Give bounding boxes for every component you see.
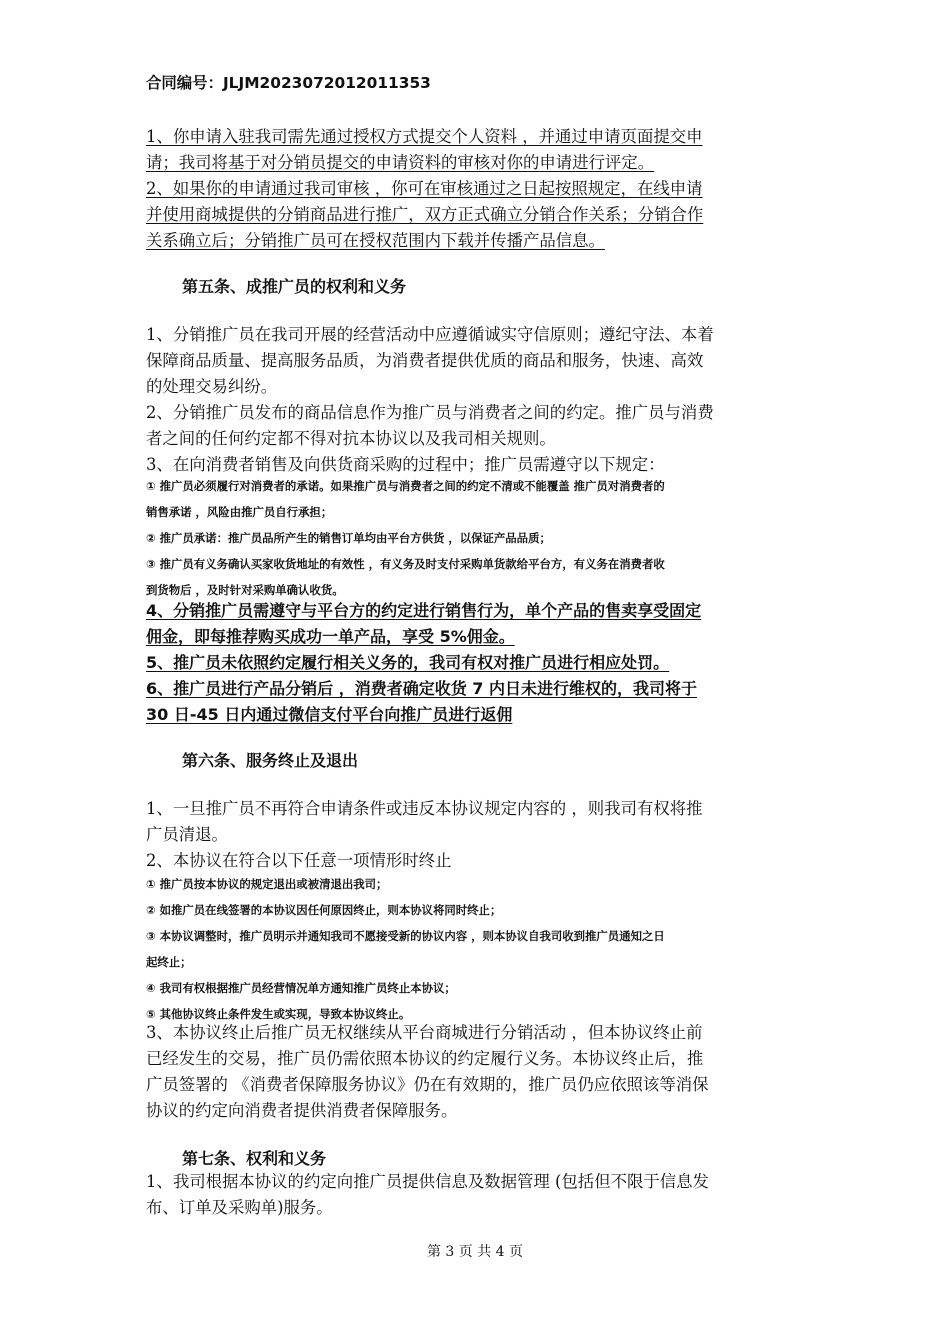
paragraph-line: 的处理交易纠纷。 xyxy=(146,377,278,396)
contract-number: 合同编号：JLJM2023072012011353 xyxy=(146,74,431,92)
paragraph-line: 3、在向消费者销售及向供货商采购的过程中；推广员需遵守以下规定： xyxy=(146,455,665,474)
list-item: 到货物后 ，及时针对采购单确认收货。 xyxy=(146,583,344,597)
section-7-heading: 第七条、权利和义务 xyxy=(182,1149,327,1168)
paragraph-line: 布、订单及采购单)服务。 xyxy=(146,1198,333,1217)
paragraph-line: 1、一旦推广员不再符合申请条件或违反本协议规定内容的 ，则我司有权将推 xyxy=(146,799,703,818)
paragraph-line: 协议的约定向消费者提供消费者保障服务。 xyxy=(146,1101,458,1120)
paragraph-line: 者之间的任何约定都不得对抗本协议以及我司相关规则。 xyxy=(146,429,556,448)
paragraph-line: 保障商品质量、提高服务品质，为消费者提供优质的商品和服务，快速、高效 xyxy=(146,351,704,370)
paragraph-line: 广员清退。 xyxy=(146,825,228,844)
paragraph-line: 2、本协议在符合以下任意一项情形时终止 xyxy=(146,851,452,870)
list-item: ④ 我司有权根据推广员经营情况单方通知推广员终止本协议； xyxy=(146,981,456,995)
list-item: ⑤ 其他协议终止条件发生或实现，导致本协议终止。 xyxy=(146,1007,411,1021)
list-item: 销售承诺 ，风险由推广员自行承担； xyxy=(146,505,333,519)
list-item: ① 推广员按本协议的规定退出或被清退出我司； xyxy=(146,877,388,891)
paragraph-line: 已经发生的交易，推广员仍需依照本协议的约定履行义务。本协议终止后，推 xyxy=(146,1049,704,1068)
paragraph-line: 1、分销推广员在我司开展的经营活动中应遵循诚实守信原则；遵纪守法、本着 xyxy=(146,325,714,344)
section-6-body xyxy=(146,796,810,874)
intro-block xyxy=(146,124,810,254)
list-item: ② 如推广员在线签署的本协议因任何原因终止，则本协议将同时终止； xyxy=(146,903,502,917)
bold-term-line: 6、推广员进行产品分销后 ，消费者确定收货 7 内日未进行维权的，我司将于 xyxy=(146,679,697,698)
intro-line: 1、你申请入驻我司需先通过授权方式提交个人资料 ，并通过申请页面提交申 xyxy=(146,127,703,146)
bold-term-line: 30 日-45 日内通过微信支付平台向推广员进行返佣 xyxy=(146,705,513,724)
section-5-body xyxy=(146,322,810,478)
bold-term-line: 5、推广员未依照约定履行相关义务的，我司有权对推广员进行相应处罚。 xyxy=(146,653,670,672)
section-5-items xyxy=(146,473,810,603)
section-6-tail xyxy=(146,1020,810,1124)
section-7-body xyxy=(146,1169,810,1221)
intro-line: 关系确立后；分销推广员可在授权范围内下载并传播产品信息。 xyxy=(146,231,605,250)
list-item: ③ 推广员有义务确认买家收货地址的有效性 ，有义务及时支付采购单货款给平台方，有义务在消费者收 xyxy=(146,557,665,571)
bold-term-line: 佣金，即每推荐购买成功一单产品，享受 5%佣金。 xyxy=(146,627,515,646)
paragraph-line: 2、分销推广员发布的商品信息作为推广员与消费者之间的约定。推广员与消费 xyxy=(146,403,714,422)
intro-line: 2、如果你的申请通过我司审核 ，你可在审核通过之日起按照规定，在线申请 xyxy=(146,179,703,198)
paragraph-line: 1、我司根据本协议的约定向推广员提供信息及数据管理 (包括但不限于信息发 xyxy=(146,1172,709,1191)
bold-term-line: 4、分销推广员需遵守与平台方的约定进行销售行为，单个产品的售卖享受固定 xyxy=(146,601,702,620)
section-6-heading: 第六条、服务终止及退出 xyxy=(182,751,359,770)
section-6-items xyxy=(146,871,810,1027)
section-5-bold-terms xyxy=(146,598,810,728)
list-item: 起终止； xyxy=(146,955,192,969)
intro-line: 请；我司将基于对分销员提交的申请资料的审核对你的申请进行评定。 xyxy=(146,153,655,172)
intro-line: 并使用商城提供的分销商品进行推广，双方正式确立分销合作关系；分销合作 xyxy=(146,205,704,224)
page-footer: 第 3 页 共 4 页 xyxy=(426,1244,524,1260)
list-item: ① 推广员必须履行对消费者的承诺。如果推广员与消费者之间的约定不清或不能覆盖 推广员对消费者的 xyxy=(146,479,665,493)
list-item: ③ 本协议调整时，推广员明示并通知我司不愿接受新的协议内容 ，则本协议自我司收到推广员通知之日 xyxy=(146,929,665,943)
paragraph-line: 3、本协议终止后推广员无权继续从平台商城进行分销活动 ，但本协议终止前 xyxy=(146,1023,703,1042)
paragraph-line: 广员签署的 《消费者保障服务协议》仍在有效期的，推广员仍应依照该等消保 xyxy=(146,1075,709,1094)
list-item: ② 推广员承诺：推广员品所产生的销售订单均由平台方供货 ，以保证产品品质； xyxy=(146,531,551,545)
section-5-heading: 第五条、成推广员的权利和义务 xyxy=(182,277,407,296)
